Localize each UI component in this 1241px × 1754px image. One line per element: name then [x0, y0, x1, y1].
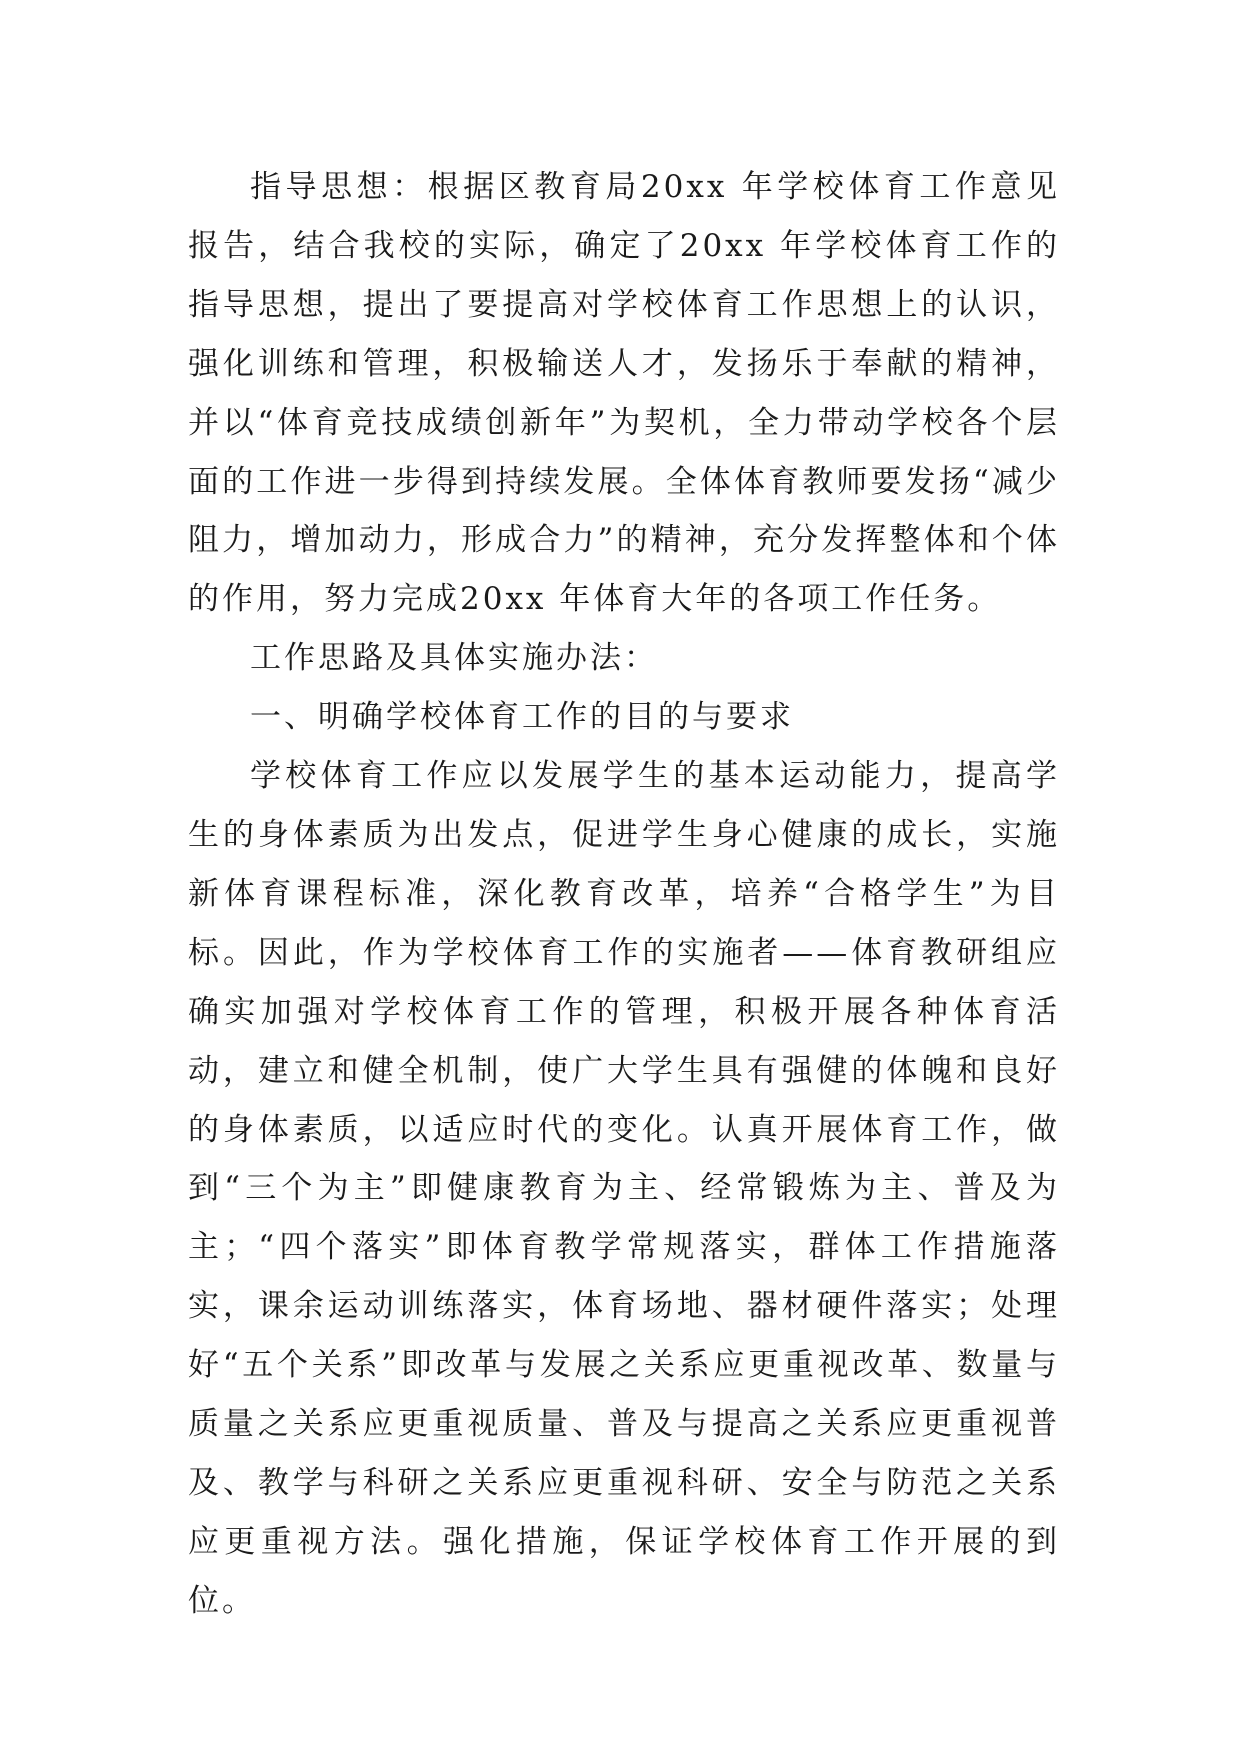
paragraph-guiding-ideology: 指导思想：根据区教育局20xx 年学校体育工作意见报告，结合我校的实际，确定了20xx 年学校体育工作的指导思想，提出了要提高对学校体育工作思想上的认识，强化训练和管理，积极输送人才，发扬乐于奉献的精神，并以“体育竞技成绩创新年”为契机，全力带动学校各个层面的工作进一步得到持续发展。全体体育教师要发扬“减少阻力，增加动力，形成合力”的精神，充分发挥整体和个体的作用，努力完成20xx 年体育大年的各项工作任务。 [188, 169, 1060, 618]
section-heading-1: 一、明确学校体育工作的目的与要求 [250, 699, 794, 736]
paragraph-work-approach-heading: 工作思路及具体实施办法： [250, 640, 658, 677]
document-body [188, 158, 1060, 1631]
paragraph-section-1-body: 学校体育工作应以发展学生的基本运动能力，提高学生的身体素质为出发点，促进学生身心健康的成长，实施新体育课程标准，深化教育改革，培养“合格学生”为目标。因此，作为学校体育工作的实施者——体育教研组应确实加强对学校体育工作的管理，积极开展各种体育活动，建立和健全机制，使广大学生具有强健的体魄和良好的身体素质，以适应时代的变化。认真开展体育工作，做到“三个为主”即健康教育为主、经常锻炼为主、普及为主；“四个落实”即体育教学常规落实，群体工作措施落实，课余运动训练落实，体育场地、器材硬件落实；处理好“五个关系”即改革与发展之关系应更重视改革、数量与质量之关系应更重视质量、普及与提高之关系应更重视普及、教学与科研之关系应更重视科研、安全与防范之关系应更重视方法。强化措施，保证学校体育工作开展的到位。 [188, 758, 1060, 1619]
